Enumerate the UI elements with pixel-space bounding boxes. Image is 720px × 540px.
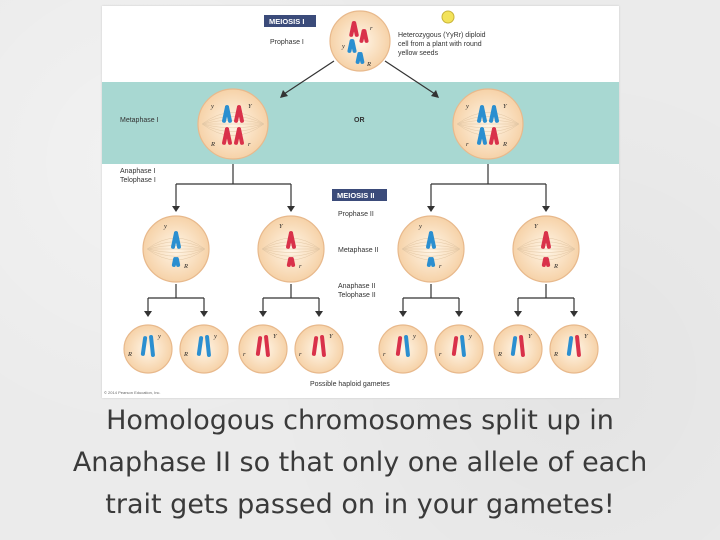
or-label: OR [354, 117, 365, 124]
gamete-cell [379, 325, 427, 373]
gamete-cell [550, 325, 598, 373]
allele-label: y [466, 103, 469, 110]
allele-label: y [342, 43, 345, 50]
anaphase2-label: Anaphase II [338, 283, 376, 290]
allele-label: R [184, 263, 188, 270]
allele-label: r [383, 351, 386, 358]
metaphase1-cell [198, 89, 268, 159]
allele-label: r [466, 141, 469, 148]
copyright-text: © 2014 Pearson Education, Inc. [104, 390, 161, 395]
allele-label: r [243, 351, 246, 358]
caption-line-2: Anaphase II so that only one allele of each [72, 447, 648, 478]
allele-label: R [184, 351, 188, 358]
allele-label: R [211, 141, 215, 148]
allele-label: R [554, 263, 558, 270]
allele-label: r [299, 263, 302, 270]
caption-line-1: Homologous chromosomes split up in [106, 405, 614, 436]
telophase2-label: Telophase II [338, 292, 376, 299]
allele-label: Y [528, 333, 532, 340]
allele-label: r [248, 141, 251, 148]
prophase2-label: Prophase II [338, 211, 374, 218]
allele-label: Y [279, 223, 283, 230]
allele-label: R [498, 351, 502, 358]
metaphase1-label: Metaphase I [120, 117, 159, 124]
diploid-cell [330, 11, 390, 71]
metaphase2-cell [143, 216, 209, 282]
allele-label: Y [329, 333, 333, 340]
cell-description-line3: yellow seeds [398, 50, 439, 57]
gamete-cell [295, 325, 343, 373]
allele-label: y [469, 333, 472, 340]
allele-label: r [299, 351, 302, 358]
allele-label: y [211, 103, 214, 110]
allele-label: y [419, 223, 422, 230]
allele-label: Y [248, 103, 252, 110]
slide-caption [20, 400, 700, 526]
allele-label: Y [534, 223, 538, 230]
allele-label: r [439, 263, 442, 270]
metaphase2-cell [398, 216, 464, 282]
allele-label: r [439, 351, 442, 358]
yellow-seed-icon [442, 11, 454, 23]
allele-label: y [413, 333, 416, 340]
allele-label: R [367, 61, 371, 68]
gamete-cell [124, 325, 172, 373]
metaphase1-cell [453, 89, 523, 159]
allele-label: y [158, 333, 161, 340]
gamete-cell [494, 325, 542, 373]
allele-label: R [503, 141, 507, 148]
allele-label: Y [273, 333, 277, 340]
metaphase2-cell [258, 216, 324, 282]
allele-label: Y [503, 103, 507, 110]
meiosis-diagram [102, 6, 619, 398]
gamete-cell [180, 325, 228, 373]
meiosis1-label: MEIOSIS I [269, 17, 305, 26]
allele-label: R [128, 351, 132, 358]
anaphase1-label: Anaphase I [120, 168, 156, 175]
cell-description-line1: Heterozygous (YyRr) diploid [398, 32, 486, 39]
telophase1-label: Telophase I [120, 177, 156, 184]
gamete-cell [239, 325, 287, 373]
prophase1-label: Prophase I [270, 39, 304, 46]
gametes-label: Possible haploid gametes [310, 381, 390, 388]
gamete-cell [435, 325, 483, 373]
allele-label: Y [584, 333, 588, 340]
cell-description-line2: cell from a plant with round [398, 41, 482, 48]
allele-label: y [164, 223, 167, 230]
caption-line-3: trait gets passed on in your gametes! [105, 489, 615, 520]
metaphase2-label: Metaphase II [338, 247, 379, 254]
metaphase2-cell [513, 216, 579, 282]
allele-label: y [214, 333, 217, 340]
allele-label: R [554, 351, 558, 358]
meiosis2-label: MEIOSIS II [337, 191, 375, 200]
allele-label: r [370, 25, 373, 32]
